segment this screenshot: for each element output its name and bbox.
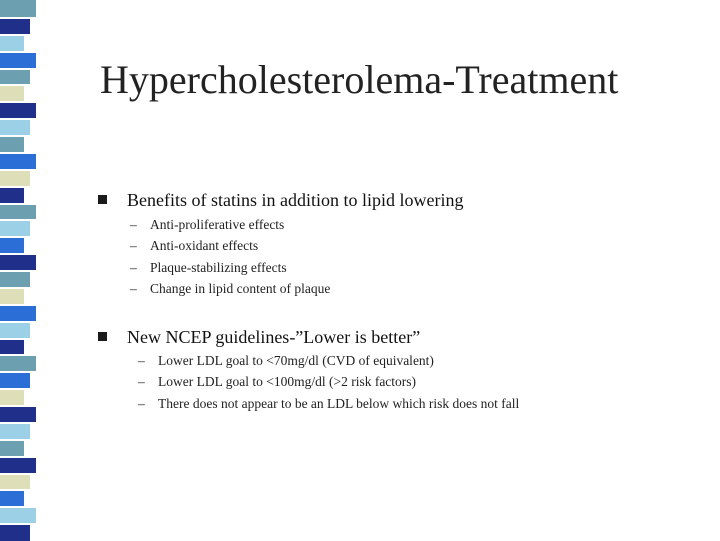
strip-block xyxy=(0,135,24,152)
strip-gap xyxy=(0,456,66,458)
dash-icon: – xyxy=(138,395,145,411)
strip-block xyxy=(0,17,30,34)
strip-gap xyxy=(0,354,66,356)
strip-gap xyxy=(0,51,66,53)
bullet-ncep-guidelines xyxy=(98,327,420,348)
dash-icon: – xyxy=(130,217,137,232)
strip-gap xyxy=(0,422,66,424)
strip-gap xyxy=(0,186,66,188)
strip-block xyxy=(0,152,36,169)
strip-gap xyxy=(0,439,66,441)
strip-block xyxy=(0,304,36,321)
dash-icon: – xyxy=(138,353,145,368)
strip-gap xyxy=(0,84,66,86)
strip-block xyxy=(0,34,24,51)
strip-block xyxy=(0,422,30,439)
strip-gap xyxy=(0,371,66,373)
strip-block xyxy=(0,388,24,405)
strip-gap xyxy=(0,405,66,407)
strip-gap xyxy=(0,270,66,272)
dash-icon: – xyxy=(130,238,137,254)
bullet-text: Benefits of statins in addition to lipid lowering xyxy=(127,190,464,210)
square-bullet-icon xyxy=(98,195,107,204)
strip-gap xyxy=(0,388,66,390)
bullet-statin-benefits xyxy=(98,190,463,211)
sub-item: – Anti-oxidant effects xyxy=(130,235,330,256)
strip-block xyxy=(0,439,24,456)
strip-gap xyxy=(0,506,66,508)
strip-gap xyxy=(0,203,66,205)
strip-block xyxy=(0,101,36,118)
strip-gap xyxy=(0,152,66,154)
strip-block xyxy=(0,338,24,355)
strip-block xyxy=(0,253,36,270)
strip-gap xyxy=(0,236,66,238)
strip-block xyxy=(0,354,36,371)
sub-item: – There does not appear to be an LDL below which risk does not fall xyxy=(138,393,519,414)
dash-icon: – xyxy=(130,280,137,296)
strip-block xyxy=(0,405,36,422)
strip-gap xyxy=(0,219,66,221)
strip-gap xyxy=(0,68,66,70)
strip-block xyxy=(0,456,36,473)
square-bullet-icon xyxy=(98,332,107,341)
strip-block xyxy=(0,270,30,287)
strip-block xyxy=(0,51,36,68)
strip-gap xyxy=(0,338,66,340)
strip-block xyxy=(0,287,24,304)
strip-gap xyxy=(0,287,66,289)
sub-item: – Change in lipid content of plaque xyxy=(130,278,330,299)
strip-gap xyxy=(0,118,66,120)
strip-block xyxy=(0,68,30,85)
sub-item: – Plaque-stabilizing effects xyxy=(130,257,330,278)
strip-gap xyxy=(0,304,66,306)
strip-block xyxy=(0,506,36,523)
statin-benefits-sublist xyxy=(130,214,330,299)
sub-item: – Lower LDL goal to <70mg/dl (CVD of equivalent) xyxy=(138,350,519,371)
strip-block xyxy=(0,186,24,203)
strip-gap xyxy=(0,101,66,103)
strip-gap xyxy=(0,321,66,323)
strip-gap xyxy=(0,17,66,19)
strip-gap xyxy=(0,523,66,525)
sub-item: – Lower LDL goal to <100mg/dl (>2 risk factors) xyxy=(138,371,519,392)
strip-gap xyxy=(0,34,66,36)
strip-gap xyxy=(0,253,66,255)
strip-block xyxy=(0,219,30,236)
strip-block xyxy=(0,371,30,388)
strip-block xyxy=(0,0,36,17)
slide-title: Hypercholesterolema-Treatment xyxy=(100,57,619,102)
strip-block xyxy=(0,489,24,506)
strip-gap xyxy=(0,135,66,137)
strip-block xyxy=(0,84,24,101)
bullet-text: New NCEP guidelines-”Lower is better” xyxy=(127,327,421,347)
strip-block xyxy=(0,203,36,220)
strip-gap xyxy=(0,473,66,475)
strip-block xyxy=(0,236,24,253)
sub-item: – Anti-proliferative effects xyxy=(130,214,330,235)
strip-gap xyxy=(0,169,66,171)
dash-icon: – xyxy=(130,259,137,275)
strip-block xyxy=(0,523,30,540)
dash-icon: – xyxy=(138,374,145,390)
strip-block xyxy=(0,321,30,338)
strip-block xyxy=(0,118,30,135)
strip-block xyxy=(0,169,30,186)
decorative-color-strip xyxy=(0,0,66,540)
strip-gap xyxy=(0,489,66,491)
ncep-guidelines-sublist xyxy=(138,350,519,414)
strip-block xyxy=(0,473,30,490)
